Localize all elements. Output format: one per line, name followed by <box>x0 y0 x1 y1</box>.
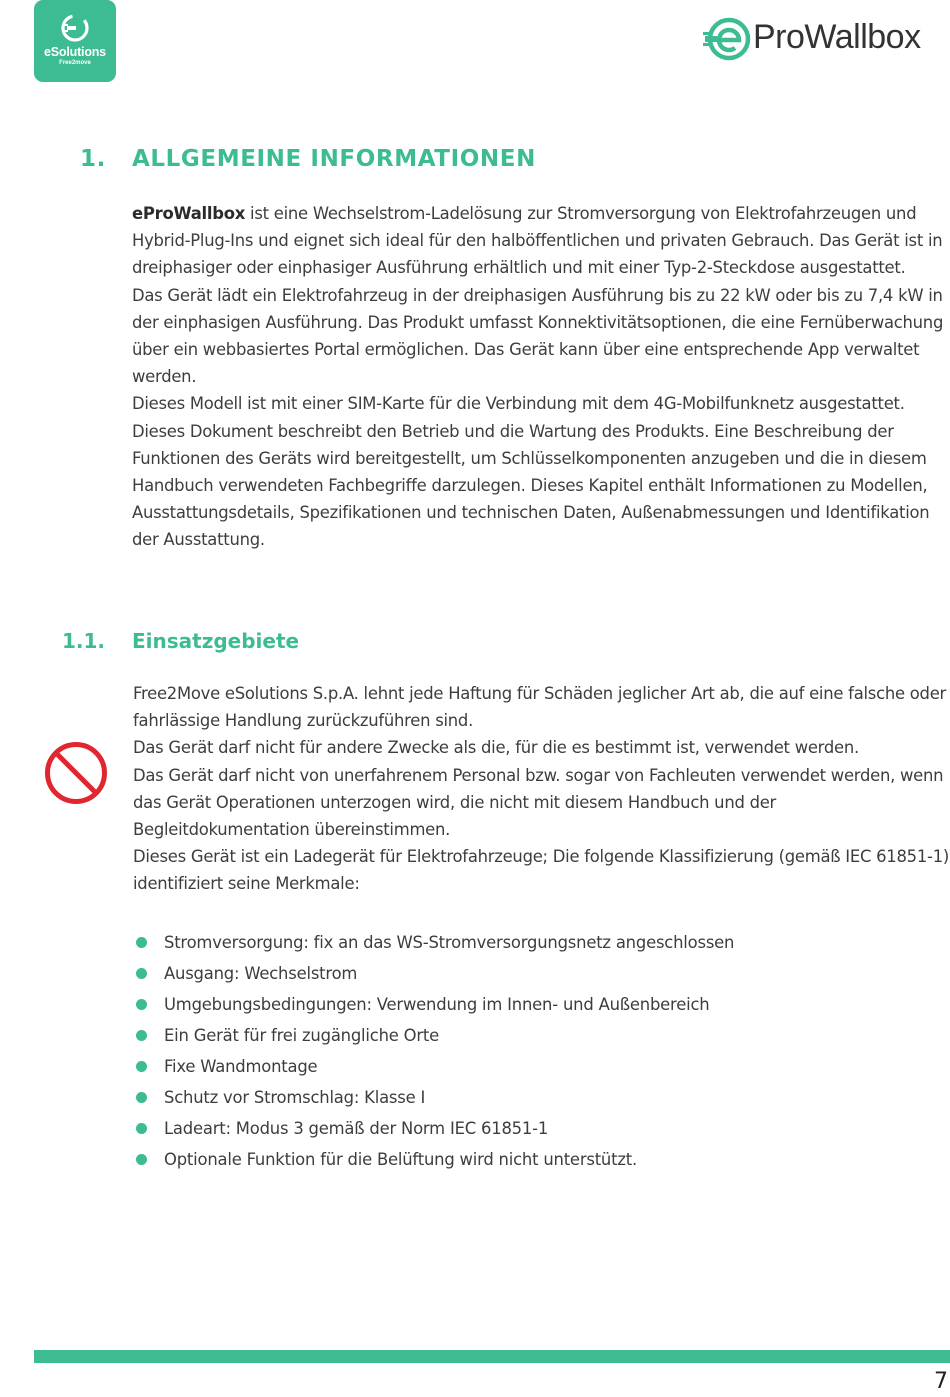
list-item: Ein Gerät für frei zugängliche Orte <box>136 1020 734 1051</box>
paragraph: eProWallbox ist eine Wechselstrom-Ladelösung zur Stromversorgung von Elektrofahrzeugen und Hybrid-Plug-Ins und eignet sich ideal für den halböffentlichen und privaten Gebrauch. Das Gerät ist in dreiphasiger oder einphasiger Ausführung erhältlich und mit einer Typ-2-Steckdose ausgestattet. <box>132 204 943 278</box>
esolutions-logo <box>34 0 116 82</box>
list-item: Ladeart: Modus 3 gemäß der Norm IEC 61851-1 <box>136 1113 734 1144</box>
plug-icon <box>34 13 116 47</box>
bullet-dot-icon <box>136 1154 147 1165</box>
list-item: Fixe Wandmontage <box>136 1051 734 1082</box>
logo-word: ProWallbox <box>753 18 921 56</box>
bullet-dot-icon <box>136 1061 147 1072</box>
paragraph: Dieses Dokument beschreibt den Betrieb und die Wartung des Produkts. Eine Beschreibung der Funktionen des Geräts wird bereitgestellt, um Schlüsselkomponenten anzugeben und die in diesem Handbuch verwendeten Fachbegriffe darzulegen. Dieses Kapitel enthält Informationen zu Modellen, Ausstattungsdetails, Spezifikationen und technischen Daten, Außenabmessungen und Identifikation der Ausstattung. <box>132 421 930 550</box>
bullet-dot-icon <box>136 1092 147 1103</box>
list-item: Umgebungsbedingungen: Verwendung im Innen- und Außenbereich <box>136 989 734 1020</box>
paragraph: Das Gerät lädt ein Elektrofahrzeug in der dreiphasigen Ausführung bis zu 22 kW oder bis zu 7,4 kW in der einphasigen Ausführung. Das Produkt umfasst Konnektivitätsoptionen, die eine Fernüberwachung über ein webbasiertes Portal ermöglichen. Das Gerät kann über eine entsprechende App verwaltet werden. <box>132 285 944 387</box>
logo-sub-text: Free2move <box>59 60 91 66</box>
list-item: Optionale Funktion für die Belüftung wird nicht unterstützt. <box>136 1144 734 1175</box>
bullet-dot-icon <box>136 1030 147 1041</box>
prohibited-icon <box>44 741 108 809</box>
subsection-body <box>133 680 950 898</box>
page-number: 7 <box>934 1369 948 1394</box>
footer-bar <box>34 1350 950 1363</box>
paragraph: Dieses Modell ist mit einer SIM-Karte für die Verbindung mit dem 4G-Mobilfunknetz ausgestattet. <box>132 394 905 414</box>
list-item: Stromversorgung: fix an das WS-Stromversorgungsnetz angeschlossen <box>136 927 734 958</box>
bullet-dot-icon <box>136 968 147 979</box>
e-plug-icon <box>703 16 751 66</box>
paragraph: Das Gerät darf nicht für andere Zwecke als die, für die es bestimmt ist, verwendet werden. <box>133 738 859 758</box>
section-heading <box>80 146 536 172</box>
paragraph: Dieses Gerät ist ein Ladegerät für Elektrofahrzeuge; Die folgende Klassifizierung (gemäß IEC 61851-1) identifiziert seine Merkmale: <box>133 847 950 894</box>
section-title: ALLGEMEINE INFORMATIONEN <box>132 146 536 172</box>
list-item: Ausgang: Wechselstrom <box>136 958 734 989</box>
paragraph: Free2Move eSolutions S.p.A. lehnt jede Haftung für Schäden jeglicher Art ab, die auf eine falsche oder fahrlässige Handlung zurückzuführen sind. <box>133 684 947 731</box>
paragraph: Das Gerät darf nicht von unerfahrenem Personal bzw. sogar von Fachleuten verwendet werden, wenn das Gerät Operationen unterzogen wird, die nicht mit diesem Handbuch und der Begleitdokumentation übereinstimmen. <box>133 765 944 840</box>
section-number: 1. <box>80 146 106 172</box>
subsection-number: 1.1. <box>62 629 106 653</box>
bullet-dot-icon <box>136 1123 147 1134</box>
list-item: Schutz vor Stromschlag: Klasse I <box>136 1082 734 1113</box>
bullet-dot-icon <box>136 999 147 1010</box>
product-name: eProWallbox <box>132 204 246 223</box>
subsection-heading <box>62 629 299 653</box>
section-body <box>132 200 946 554</box>
subsection-title: Einsatzgebiete <box>132 629 300 653</box>
classification-list <box>136 927 734 1175</box>
bullet-dot-icon <box>136 937 147 948</box>
logo-brand-text: eSolutions <box>44 45 106 59</box>
